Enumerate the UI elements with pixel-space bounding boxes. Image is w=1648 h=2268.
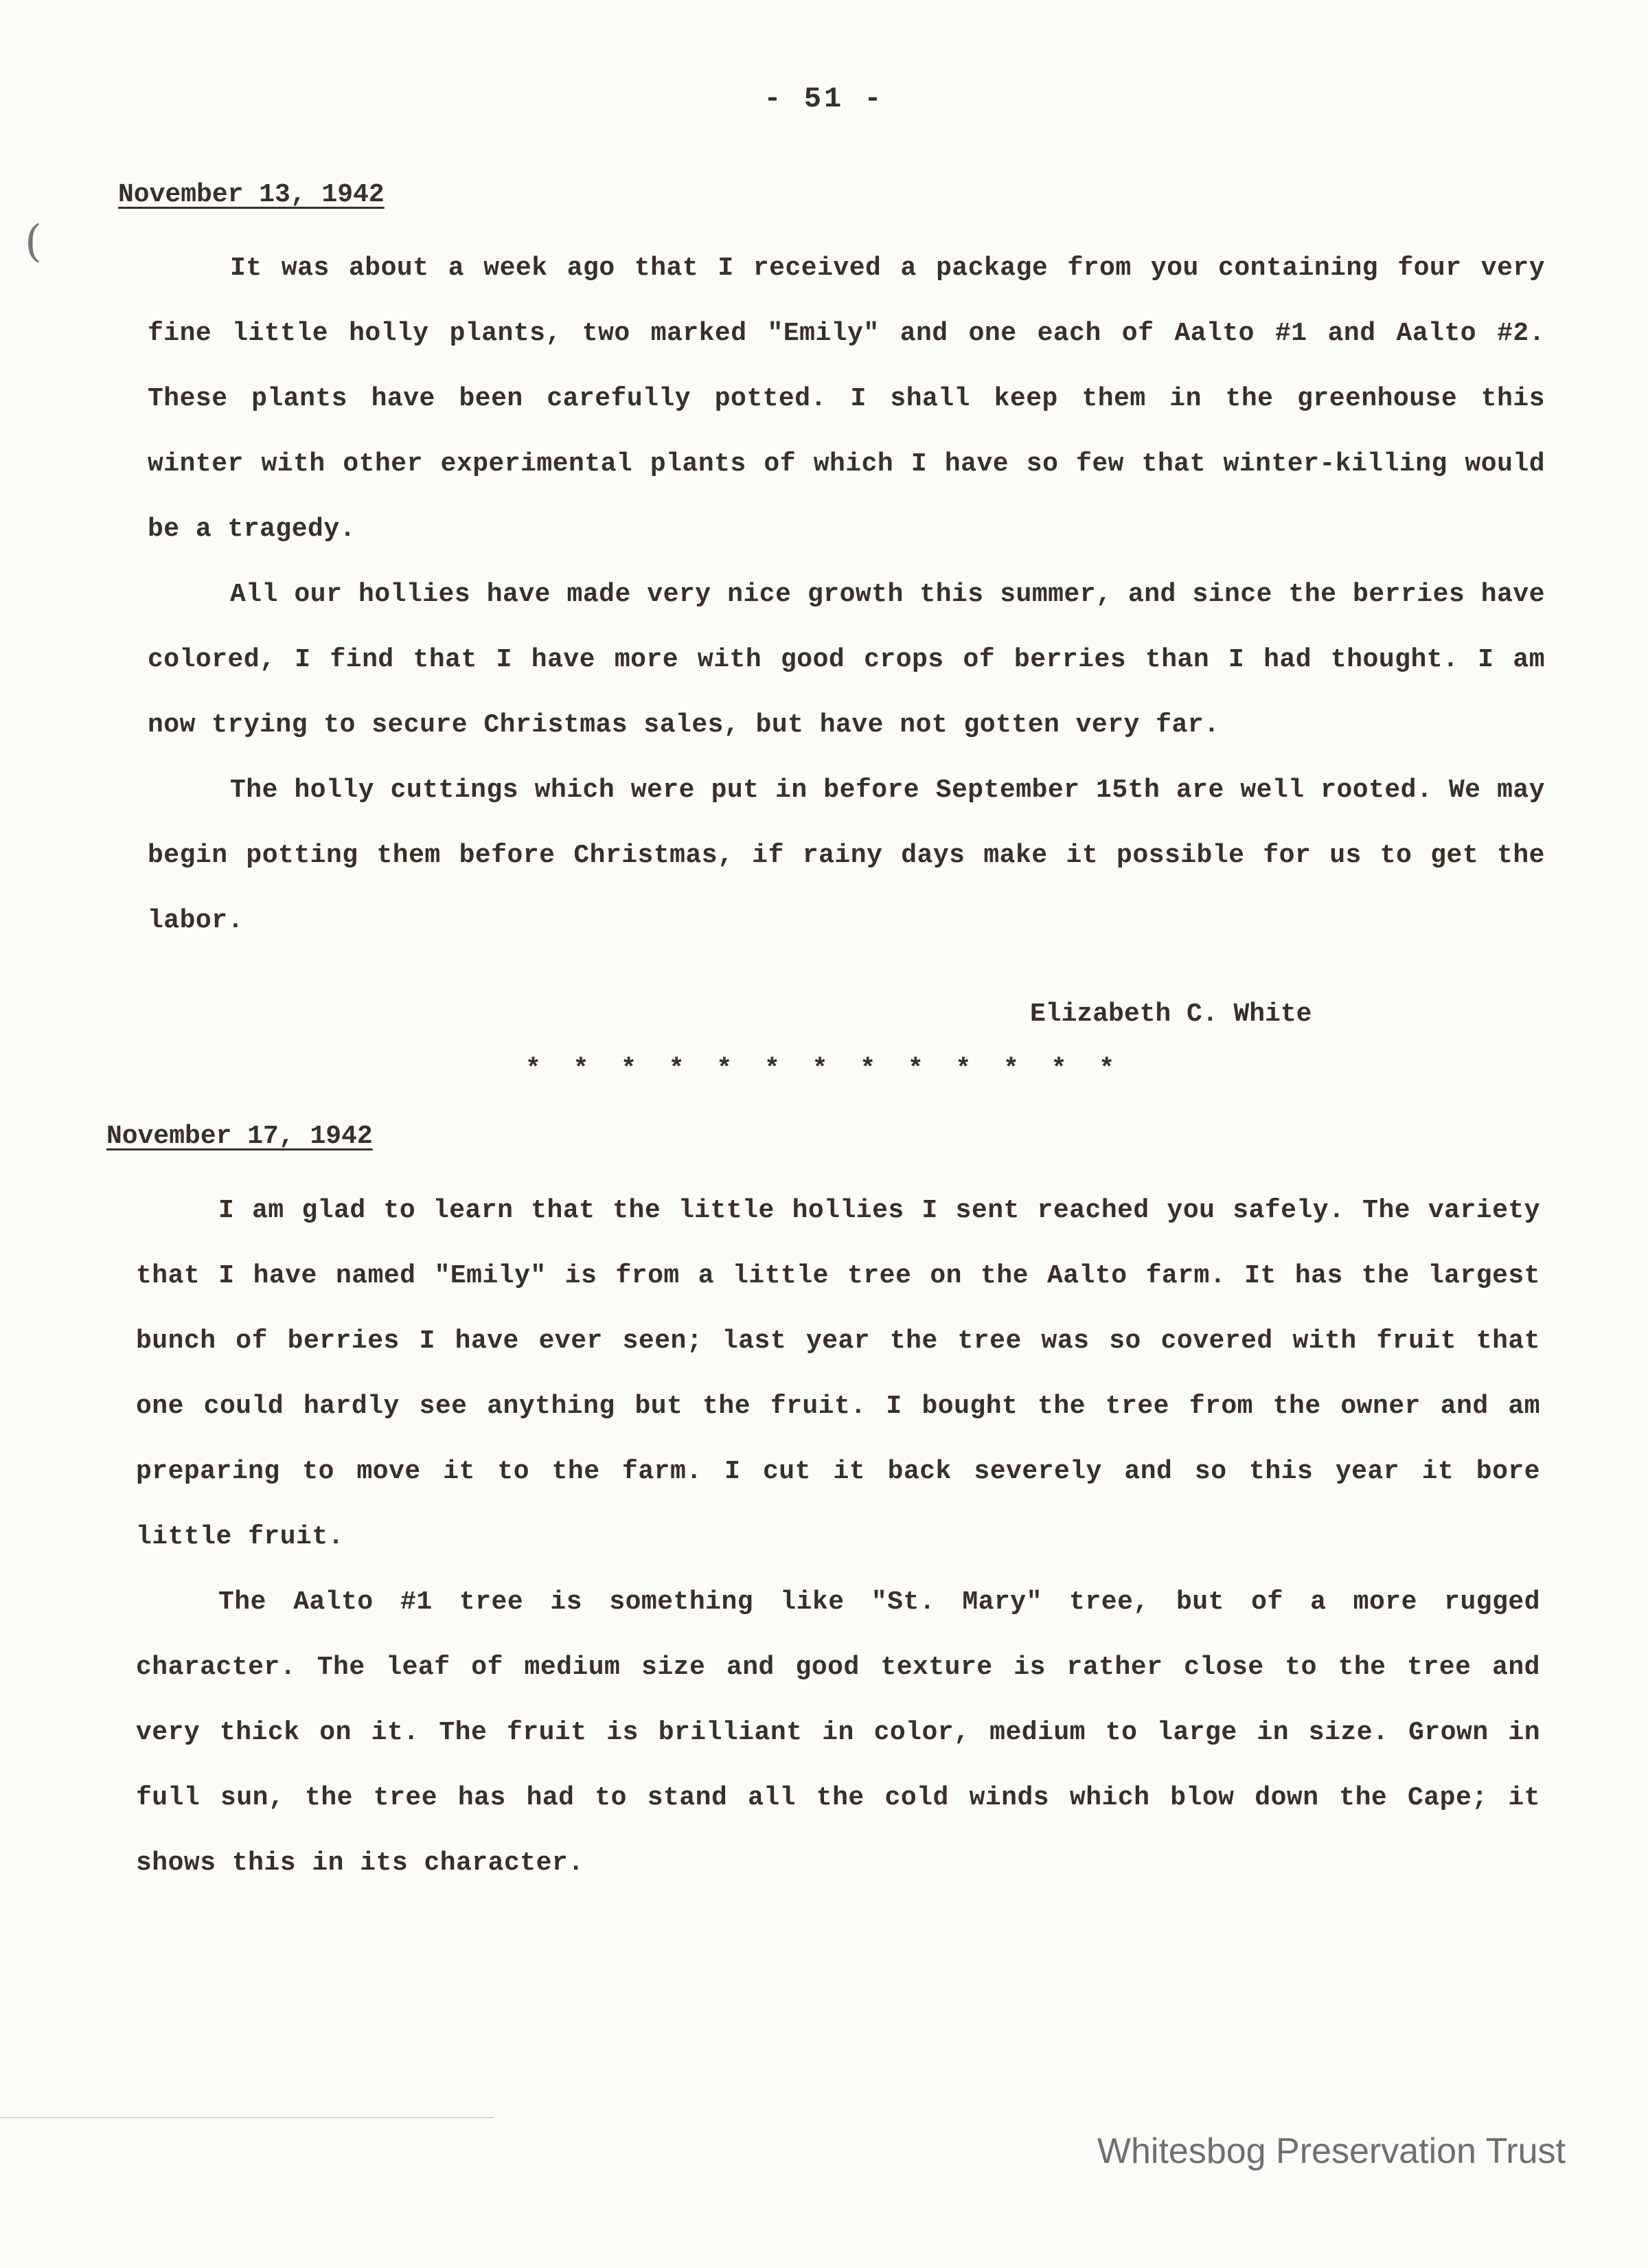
entry2-paragraph: I am glad to learn that the little hollies I sent reached you safely. The variety that I have named "Emily" is from a little tree on the Aalto farm. It has the largest bunch of berries I have ever seen; last year the tree was so covered with fruit that one could hardly see anything but the fruit. I bought the tree from the owner and am preparing to move it to the farm. I cut it back severely and so this year it bore little fruit.: [136, 1196, 1540, 1552]
footer-rule: [0, 2117, 494, 2118]
entry2-date: November 17, 1942: [106, 1122, 373, 1151]
entry1-body: [148, 236, 1545, 953]
signature: Elizabeth C. White: [1030, 999, 1312, 1029]
entry2-paragraph: The Aalto #1 tree is something like "St. Mary" tree, but of a more rugged character. The leaf of medium size and good texture is rather close to the tree and very thick on it. The fruit is brilliant in color, medium to large in size. Grown in full sun, the tree has had to stand all the cold winds which blow down the Cape; it shows this in its character.: [136, 1587, 1540, 1878]
watermark: Whitesbog Preservation Trust: [1097, 2131, 1566, 2171]
page-number: - 51 -: [764, 82, 884, 115]
entry1-date: November 13, 1942: [118, 180, 385, 209]
margin-mark: (: [25, 216, 42, 267]
entry1-paragraph: It was about a week ago that I received a package from you containing four very fine little holly plants, two marked "Emily" and one each of Aalto #1 and Aalto #2. These plants have been carefully potted. I shall keep them in the greenhouse this winter with other experimental plants of which I have so few that winter-killing would be a tragedy.: [148, 253, 1545, 544]
entry2-body: [136, 1178, 1540, 1896]
entry1-paragraph: The holly cuttings which were put in before September 15th are well rooted. We may begin potting them before Christmas, if rainy days make it possible for us to get the labor.: [148, 775, 1545, 935]
section-separator: * * * * * * * * * * * * *: [525, 1054, 1123, 1084]
entry1-paragraph: All our hollies have made very nice growth this summer, and since the berries have colored, I find that I have more with good crops of berries than I had thought. I am now trying to secure Christmas sales, but have not gotten very far.: [148, 580, 1545, 740]
